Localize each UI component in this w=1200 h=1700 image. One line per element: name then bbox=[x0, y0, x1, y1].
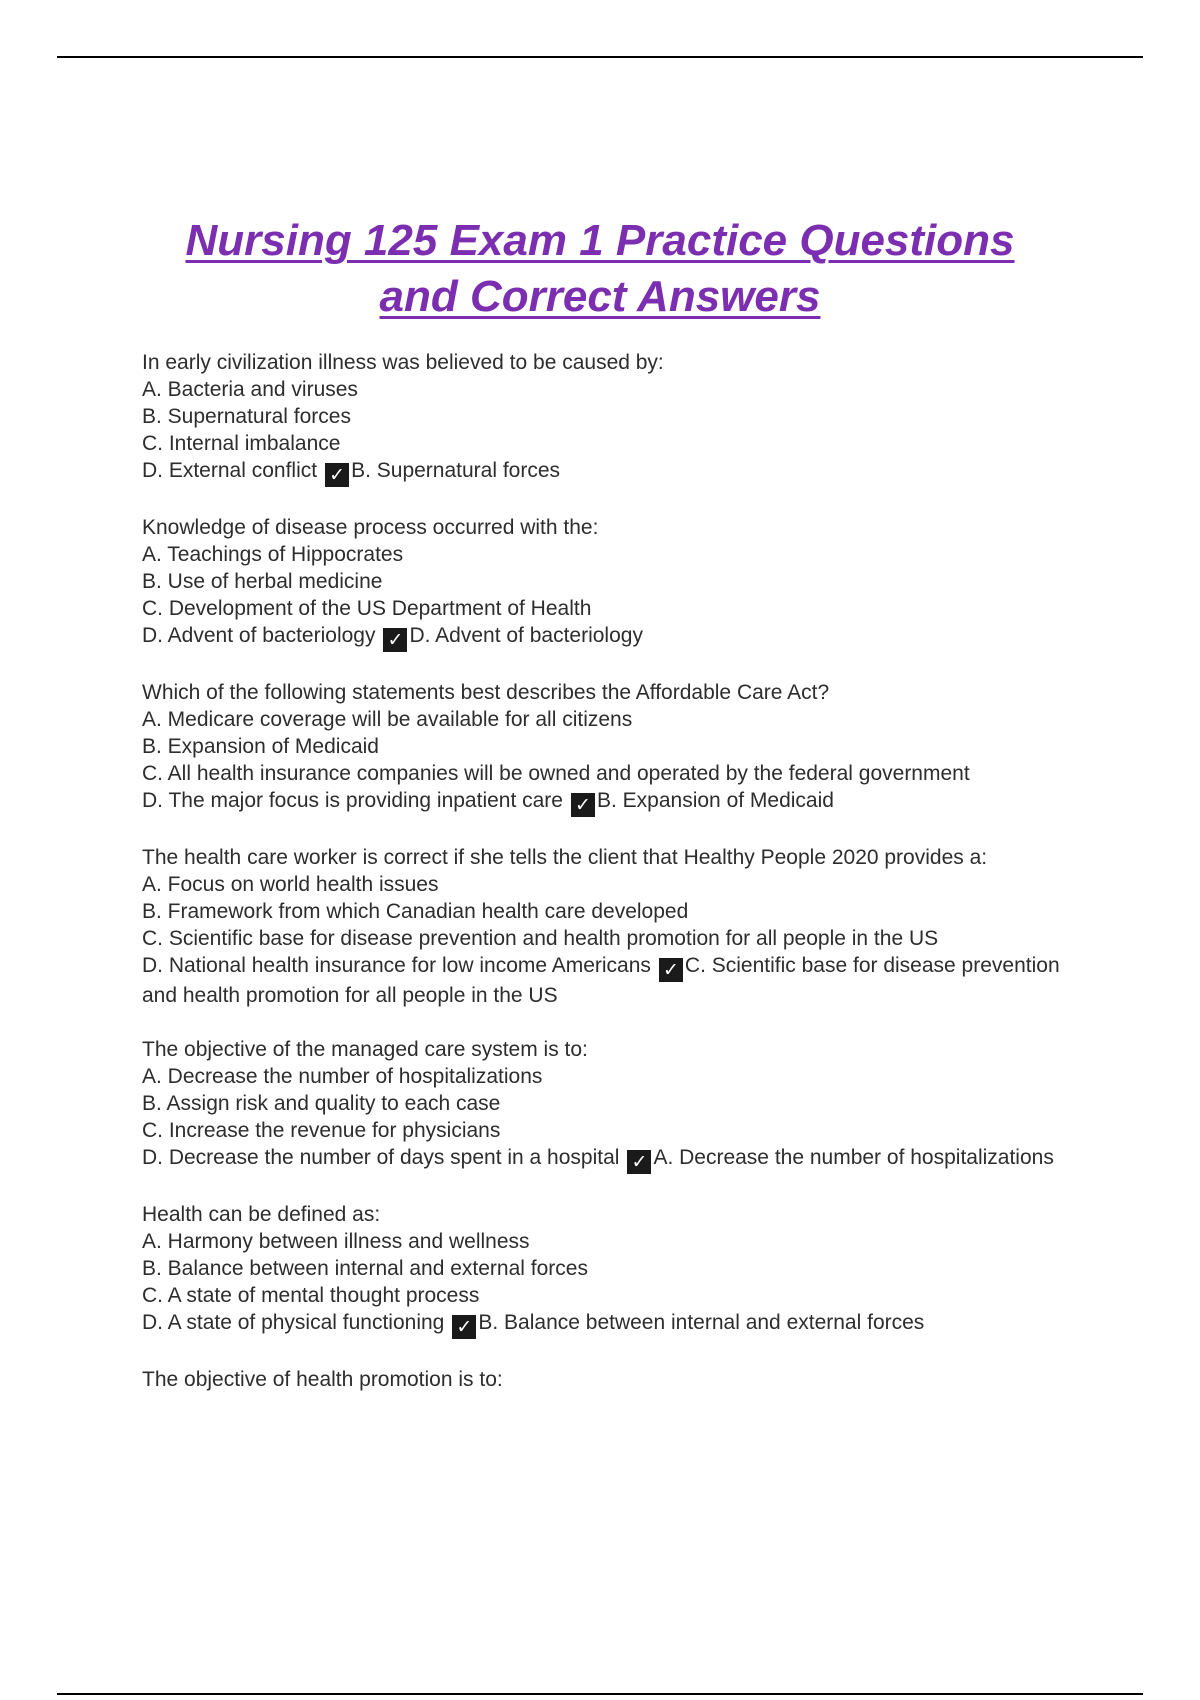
option-c: C. Development of the US Department of Health bbox=[142, 597, 592, 620]
option-d: D. Advent of bacteriology bbox=[142, 624, 376, 647]
correct-answer: B. Balance between internal and external forces bbox=[478, 1311, 925, 1334]
option-b: B. Expansion of Medicaid bbox=[142, 735, 379, 758]
checkmark-icon: ✓ bbox=[627, 1150, 651, 1174]
option-d: D. National health insurance for low income Americans bbox=[142, 954, 651, 977]
option-d: D. Decrease the number of days spent in a hospital bbox=[142, 1146, 620, 1169]
option-d-with-answer bbox=[142, 952, 1062, 1009]
question-text: Knowledge of disease process occurred with the: bbox=[142, 516, 599, 539]
correct-answer: D. Advent of bacteriology bbox=[409, 624, 643, 647]
option-a: A. Harmony between illness and wellness bbox=[142, 1230, 530, 1253]
title-line-1: Nursing 125 Exam 1 Practice Questions bbox=[185, 216, 1015, 265]
title-line-2: and Correct Answers bbox=[379, 272, 821, 321]
option-a: A. Medicare coverage will be available for all citizens bbox=[142, 708, 633, 731]
correct-answer: B. Supernatural forces bbox=[351, 459, 561, 482]
option-c: C. All health insurance companies will be owned and operated by the federal government bbox=[142, 762, 970, 785]
question-text: The health care worker is correct if she tells the client that Healthy People 2020 provides a: bbox=[142, 846, 988, 869]
option-d-with-answer bbox=[142, 1309, 1062, 1339]
option-c: C. A state of mental thought process bbox=[142, 1284, 480, 1307]
option-a: A. Focus on world health issues bbox=[142, 873, 439, 896]
checkmark-icon: ✓ bbox=[325, 463, 349, 487]
option-b: B. Balance between internal and external forces bbox=[142, 1257, 588, 1280]
checkmark-icon: ✓ bbox=[383, 628, 407, 652]
option-a: A. Decrease the number of hospitalizations bbox=[142, 1065, 543, 1088]
option-c: C. Increase the revenue for physicians bbox=[142, 1119, 501, 1142]
bottom-rule bbox=[57, 1693, 1143, 1695]
question-text: In early civilization illness was believed to be caused by: bbox=[142, 351, 664, 374]
document-title bbox=[0, 213, 1200, 325]
checkmark-icon: ✓ bbox=[571, 793, 595, 817]
option-d-with-answer bbox=[142, 1144, 1062, 1174]
option-b: B. Assign risk and quality to each case bbox=[142, 1092, 501, 1115]
correct-answer: B. Expansion of Medicaid bbox=[596, 789, 834, 812]
option-d-with-answer bbox=[142, 787, 1062, 817]
option-c: C. Internal imbalance bbox=[142, 432, 341, 455]
question-text: Which of the following statements best describes the Affordable Care Act? bbox=[142, 681, 830, 704]
option-a: A. Bacteria and viruses bbox=[142, 378, 358, 401]
correct-answer: A. Decrease the number of hospitalizations bbox=[653, 1146, 1054, 1169]
option-b: B. Use of herbal medicine bbox=[142, 570, 383, 593]
question-text: The objective of health promotion is to: bbox=[142, 1368, 503, 1391]
option-b: B. Framework from which Canadian health care developed bbox=[142, 900, 689, 923]
option-d: D. The major focus is providing inpatient care bbox=[142, 789, 563, 812]
option-d-with-answer bbox=[142, 622, 1062, 652]
checkmark-icon: ✓ bbox=[452, 1315, 476, 1339]
question-list bbox=[142, 349, 1062, 1420]
question-text: The objective of the managed care system is to: bbox=[142, 1038, 588, 1061]
top-rule bbox=[57, 56, 1143, 58]
question-text: Health can be defined as: bbox=[142, 1203, 381, 1226]
question-block bbox=[142, 844, 1062, 1009]
question-block bbox=[142, 514, 1062, 652]
option-a: A. Teachings of Hippocrates bbox=[142, 543, 404, 566]
option-d: D. A state of physical functioning bbox=[142, 1311, 445, 1334]
question-block bbox=[142, 349, 1062, 487]
option-c: C. Scientific base for disease prevention and health promotion for all people in the US bbox=[142, 927, 939, 950]
question-block bbox=[142, 1201, 1062, 1339]
option-d-with-answer bbox=[142, 457, 1062, 487]
question-block bbox=[142, 1366, 1062, 1393]
option-b: B. Supernatural forces bbox=[142, 405, 351, 428]
checkmark-icon: ✓ bbox=[659, 958, 683, 982]
correct-answer: C. Scientific base for disease prevention and health promotion for all people in the US bbox=[142, 954, 1060, 1007]
option-d: D. External conflict bbox=[142, 459, 318, 482]
question-block bbox=[142, 679, 1062, 817]
question-block bbox=[142, 1036, 1062, 1174]
